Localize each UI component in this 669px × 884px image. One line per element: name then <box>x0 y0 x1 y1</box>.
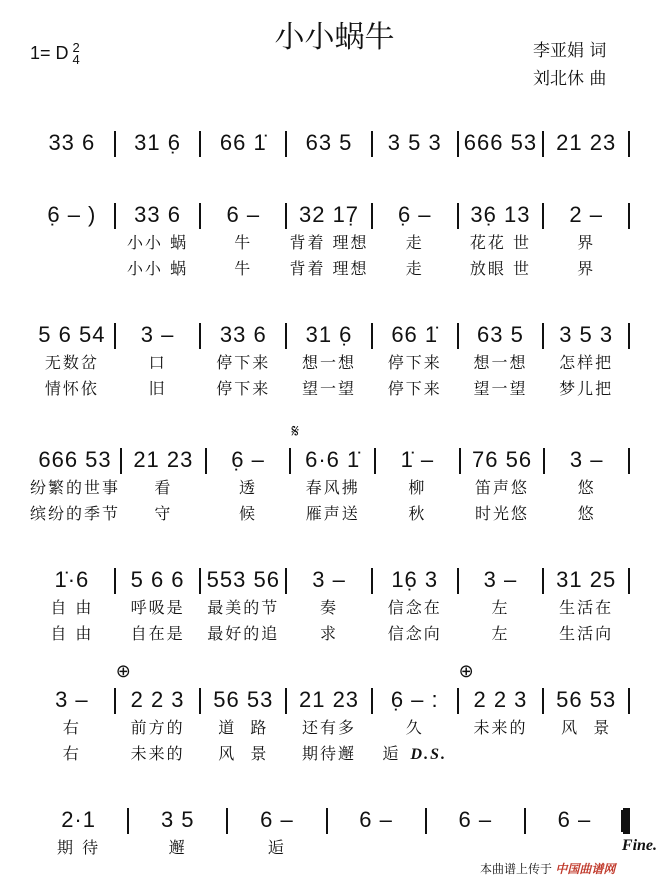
dal-segno-mark: D.S. <box>410 746 447 763</box>
measure-notes: 6̣ – ) <box>47 202 97 227</box>
measure <box>30 128 114 158</box>
measure <box>287 320 371 402</box>
measure <box>30 320 114 402</box>
lyric-line-1: 道 路 <box>218 718 269 737</box>
lyric-line-2: 小小 蜗 <box>127 259 189 278</box>
lyric-line-2: 右 <box>62 744 81 763</box>
measure-notes: 66 1̇ <box>219 130 267 155</box>
measure <box>373 320 457 402</box>
measure-notes: 31 6̣ <box>134 130 181 155</box>
measure <box>427 805 524 861</box>
lyric-line-1: 笛声悠 <box>475 478 530 497</box>
measure <box>287 565 371 647</box>
measure-notes: 21 23 <box>133 447 194 472</box>
lyricist: 李亚娟 词 <box>533 41 607 61</box>
measure-notes: 6 – <box>226 202 261 227</box>
lyric-line-2: 秋 <box>408 504 427 523</box>
measure <box>30 805 127 861</box>
lyric-line-2: 求 <box>320 624 339 643</box>
lyric-line-2: 走 <box>405 259 424 278</box>
footer <box>480 860 615 877</box>
lyric-line-1: 右 <box>62 718 81 737</box>
lyric-line-1: 柳 <box>408 478 427 497</box>
measure <box>30 565 114 647</box>
measure <box>459 320 543 402</box>
lyric-line-2: 自 由 <box>50 624 94 643</box>
measure <box>526 805 658 861</box>
time-sig-top: 2 <box>72 40 80 55</box>
measure-notes: 66 1̇ <box>391 322 439 347</box>
lyric-line-1: 牛 <box>234 233 253 252</box>
measure-notes: 5 6 6 <box>130 567 185 592</box>
measure-notes: 31 6̣ <box>305 322 353 347</box>
measure <box>328 805 425 861</box>
lyric-line-1: 久 <box>405 718 424 737</box>
measure <box>458 661 543 767</box>
song-title: 小小蜗牛 <box>274 20 395 55</box>
bar-line <box>623 808 630 834</box>
lyric-line-2: 期待邂 <box>302 744 357 763</box>
measure <box>287 200 371 282</box>
bar-line <box>628 568 630 594</box>
lyric-line-1: 背着 理想 <box>289 233 369 252</box>
measure-notes: 2 – <box>569 202 603 227</box>
measure-notes: 3 – <box>140 322 175 347</box>
measure-notes: 63 5 <box>305 130 353 155</box>
lyric-line-1: 停下来 <box>387 353 442 372</box>
key-signature <box>30 42 80 66</box>
measure <box>115 661 200 767</box>
lyric-line-1: 信念在 <box>387 598 442 617</box>
lyric-text: 逅 <box>382 744 401 763</box>
measure-notes: 3 – <box>312 567 346 592</box>
lyric-line-2: 旧 <box>148 379 167 398</box>
lyric-line-2: 牛 <box>234 259 253 278</box>
measure <box>116 565 200 647</box>
lyric-line-2: 时光悠 <box>475 504 530 523</box>
lyric-line-2: 望一望 <box>473 379 528 398</box>
measure-notes: 76 56 <box>472 447 533 472</box>
lyric-line-2: 左 <box>491 624 510 643</box>
measure-notes: 6 – <box>260 807 294 832</box>
lyric-line-1: 逅 <box>267 838 286 857</box>
lyric-line-2: 停下来 <box>216 379 271 398</box>
lyric-line-1: 风 景 <box>561 718 612 737</box>
lyric-line-2: 梦儿把 <box>559 379 614 398</box>
score-row <box>30 128 630 158</box>
lyric-line-1: 最美的节 <box>207 598 280 617</box>
measure <box>544 565 628 647</box>
lyric-line-1: 花花 世 <box>469 233 531 252</box>
measure <box>228 805 325 861</box>
fine-mark: Fine. <box>621 837 658 854</box>
measure <box>545 445 628 527</box>
lyric-line-1: 前方的 <box>130 718 185 737</box>
score-row <box>30 421 630 527</box>
measure-notes: 6̣ – <box>231 447 265 472</box>
measure <box>544 200 628 282</box>
measure <box>287 128 371 158</box>
measure-notes: 2·1 <box>61 807 96 832</box>
lyric-line-2: 信念向 <box>387 624 442 643</box>
measure-notes: 2 2 3 <box>130 687 185 712</box>
lyric-line-1: 想一想 <box>473 353 528 372</box>
score-row <box>30 661 630 767</box>
site-logo: 中国曲谱网 <box>555 862 616 876</box>
lyric-line-1: 呼吸是 <box>130 598 185 617</box>
measure-notes: 6̣ – <box>397 202 432 227</box>
lyric-line-1: 期 待 <box>57 838 101 857</box>
lyric-line-2: 未来的 <box>130 744 185 763</box>
lyric-line-1: 看 <box>154 478 173 497</box>
lyric-line-1: 停下来 <box>216 353 271 372</box>
measure <box>116 128 200 158</box>
measure-notes: 3 – <box>55 687 89 712</box>
bar-line <box>628 448 630 474</box>
score-row <box>30 565 630 647</box>
measure-notes: 553 56 <box>206 567 280 592</box>
measure-notes: 31 25 <box>556 567 617 592</box>
measure <box>544 320 628 402</box>
lyric-line-2: 最好的追 <box>207 624 280 643</box>
measure-notes: 6̣ – : <box>390 687 439 712</box>
measure <box>116 200 200 282</box>
lyric-line-2 <box>383 741 447 767</box>
lyric-line-1: 小小 蜗 <box>127 233 189 252</box>
lyric-line-2: 风 景 <box>218 744 269 763</box>
measure <box>373 685 457 767</box>
lyric-line-1: 左 <box>491 598 510 617</box>
lyric-line-1: 自 由 <box>50 598 94 617</box>
lyric-line-2: 背着 理想 <box>289 259 369 278</box>
lyric-line-2: 界 <box>577 259 596 278</box>
lyric-line-1: 还有多 <box>302 718 357 737</box>
measure <box>201 565 285 647</box>
lyric-line-1: 邂 <box>168 838 187 857</box>
segno-icon: 𝄋 <box>291 421 300 441</box>
lyric-line-1: 怎样把 <box>559 353 614 372</box>
bar-line <box>628 131 630 157</box>
lyric-line-1: 透 <box>239 478 258 497</box>
score-row <box>30 320 630 402</box>
measure <box>30 685 114 767</box>
measure <box>287 685 371 767</box>
lyric-line-2: 雁声送 <box>305 504 360 523</box>
lyric-line-1: 春风拂 <box>305 478 360 497</box>
lyric-line-1: 口 <box>148 353 167 372</box>
measure-notes: 36̣ 13 <box>470 202 531 227</box>
coda-icon: ⊕ <box>458 661 474 681</box>
measure-notes: 6·6 1̇ <box>305 447 361 472</box>
measure <box>116 320 200 402</box>
lyric-line-2: 守 <box>154 504 173 523</box>
measure-notes: 56 53 <box>556 687 617 712</box>
lyric-line-2: 望一望 <box>302 379 357 398</box>
measure <box>201 200 285 282</box>
measure-notes: 6 – <box>458 807 493 832</box>
lyric-line-1: 纷繁的世事 <box>30 478 121 497</box>
measure-notes: 16̣ 3 <box>391 567 439 592</box>
measure <box>30 200 114 282</box>
measure <box>461 445 544 527</box>
measure-notes: 33 6 <box>219 322 267 347</box>
lyric-line-2: 停下来 <box>387 379 442 398</box>
lyric-line-1: 未来的 <box>473 718 528 737</box>
lyric-line-2: 自在是 <box>130 624 185 643</box>
lyric-line-1: 走 <box>405 233 424 252</box>
measure-notes: 21 23 <box>556 130 617 155</box>
key-label: 1= D <box>30 42 69 63</box>
composer: 刘北休 曲 <box>533 69 607 89</box>
bar-line <box>628 203 630 229</box>
score-row <box>30 200 630 282</box>
score-row <box>30 805 658 861</box>
measure-notes: 3 – <box>483 567 518 592</box>
measure-notes: 1̇ – <box>400 447 435 472</box>
measure-notes: 666 53 <box>463 130 538 155</box>
measure-notes: 1̇·6 <box>54 567 90 592</box>
time-signature <box>73 42 80 66</box>
lyric-line-1: 悠 <box>577 478 596 497</box>
footer-text: 本曲谱上传于 <box>480 862 553 876</box>
measure-notes: 32 17̣ <box>298 202 360 227</box>
measure-notes: 3 5 <box>160 807 195 832</box>
lyric-line-2: 悠 <box>577 504 596 523</box>
lyric-line-2: 情怀依 <box>44 379 99 398</box>
lyric-line-2: 生活向 <box>559 624 614 643</box>
measure <box>291 421 374 527</box>
measure-notes: 33 6 <box>134 202 181 227</box>
measure-notes: 2 2 3 <box>473 687 528 712</box>
lyric-line-2: 放眼 世 <box>469 259 531 278</box>
measure <box>30 445 120 527</box>
measure <box>376 445 459 527</box>
measure-notes: 56 53 <box>213 687 274 712</box>
lyric-line-2: 缤纷的季节 <box>30 504 121 523</box>
measure <box>201 128 285 158</box>
measure <box>129 805 226 861</box>
lyric-line-1: 无数岔 <box>44 353 99 372</box>
measure <box>201 320 285 402</box>
measure <box>459 565 543 647</box>
lyric-line-1: 生活在 <box>559 598 614 617</box>
measure-notes: 5 6 54 <box>38 322 106 347</box>
measure <box>207 445 290 527</box>
measure <box>201 685 285 767</box>
measure-notes: 21 23 <box>298 687 360 712</box>
measure-notes: 3 5 3 <box>559 322 614 347</box>
measure <box>459 128 543 158</box>
measure-notes: 3 – <box>569 447 604 472</box>
measure <box>122 445 205 527</box>
measure-notes: 33 6 <box>48 130 96 155</box>
measure-notes: 6 – <box>557 807 592 832</box>
time-sig-bottom: 4 <box>72 52 80 67</box>
measure-notes: 3 5 3 <box>387 130 442 155</box>
measure-notes: 666 53 <box>38 447 112 472</box>
coda-icon: ⊕ <box>115 661 131 681</box>
bar-line <box>628 323 630 349</box>
bar-line <box>628 688 630 714</box>
lyric-line-1: 奏 <box>320 598 339 617</box>
measure <box>373 565 457 647</box>
lyric-line-2: 候 <box>239 504 258 523</box>
measure <box>459 200 543 282</box>
measure <box>544 685 628 767</box>
lyric-line-1: 想一想 <box>302 353 357 372</box>
measure <box>544 128 628 158</box>
measure-notes: 6 – <box>359 807 393 832</box>
measure <box>373 200 457 282</box>
measure-notes: 63 5 <box>477 322 524 347</box>
lyric-line-1: 界 <box>577 233 596 252</box>
measure <box>373 128 457 158</box>
